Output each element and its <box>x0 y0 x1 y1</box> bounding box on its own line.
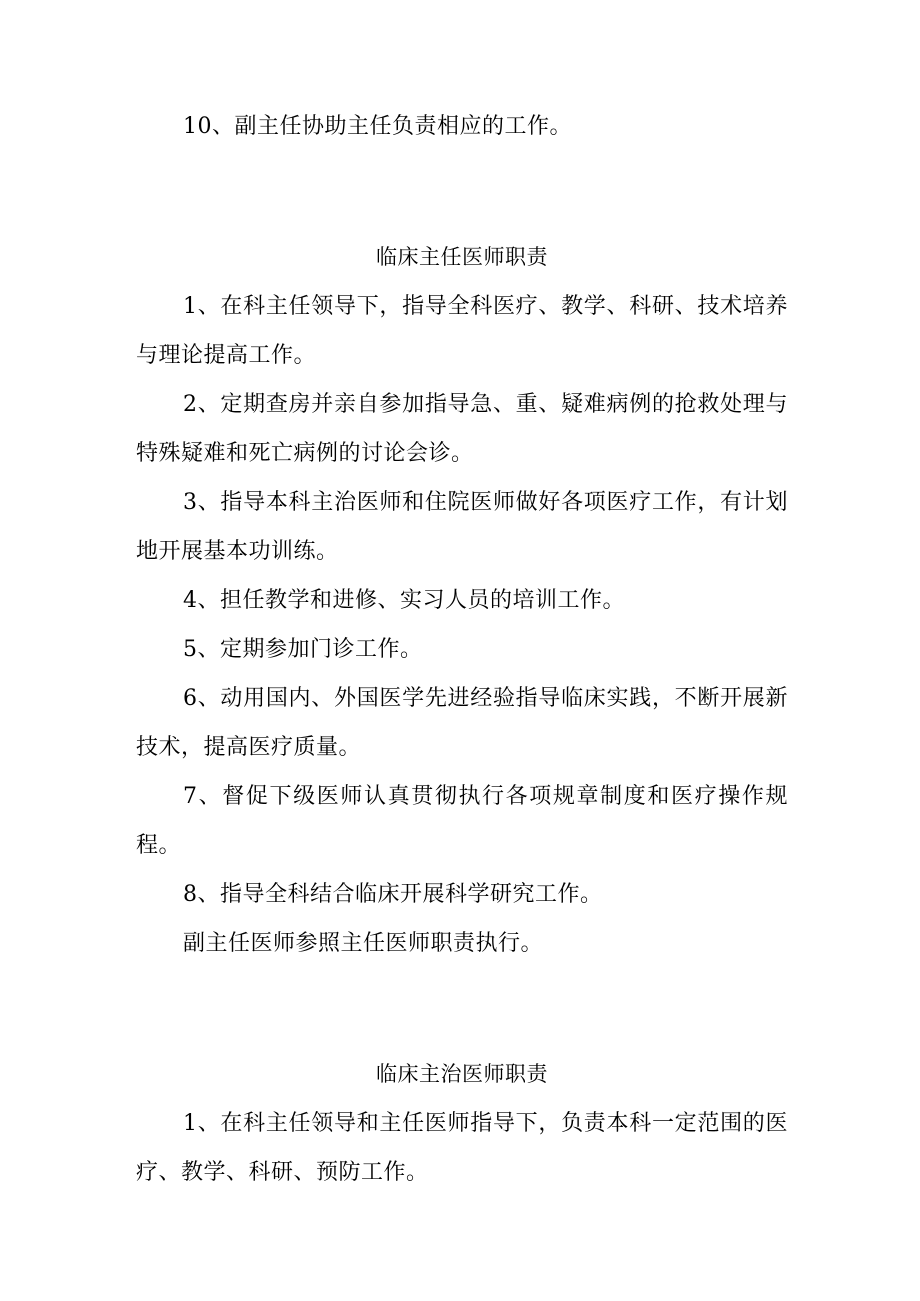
attending-duty-item-1: 1、在科主任领导和主任医师指导下，负责本科一定范围的医疗、教学、科研、预防工作。 <box>136 1111 788 1185</box>
chief-duty-item-3: 3、指导本科主治医师和住院医师做好各项医疗工作，有计划地开展基本功训练。 <box>136 490 788 564</box>
duty-item-10: 10、副主任协助主任负责相应的工作。 <box>183 114 572 139</box>
chief-duty-item-4: 4、担任教学和进修、实习人员的培训工作。 <box>183 588 625 613</box>
chief-duty-item-5: 5、定期参加门诊工作。 <box>183 637 423 662</box>
chief-duty-item-2: 2、定期查房并亲自参加指导急、重、疑难病例的抢救处理与特殊疑难和死亡病例的讨论会诊。 <box>136 392 788 466</box>
chief-duty-item-1: 1、在科主任领导下，指导全科医疗、教学、科研、技术培养与理论提高工作。 <box>136 294 788 368</box>
section-title-chief-physician: 临床主任医师职责 <box>376 245 548 269</box>
section-title-attending-physician: 临床主治医师职责 <box>376 1062 548 1086</box>
chief-duty-item-8: 8、指导全科结合临床开展科学研究工作。 <box>183 882 603 907</box>
section-spacer <box>136 151 788 233</box>
document-body <box>136 102 788 1197</box>
chief-duty-note: 副主任医师参照主任医师职责执行。 <box>183 931 544 956</box>
section-spacer <box>136 968 788 1050</box>
chief-duty-item-6: 6、动用国内、外国医学先进经验指导临床实践，不断开展新技术，提高医疗质量。 <box>136 686 788 760</box>
chief-duty-item-7: 7、督促下级医师认真贯彻执行各项规章制度和医疗操作规程。 <box>136 784 788 858</box>
